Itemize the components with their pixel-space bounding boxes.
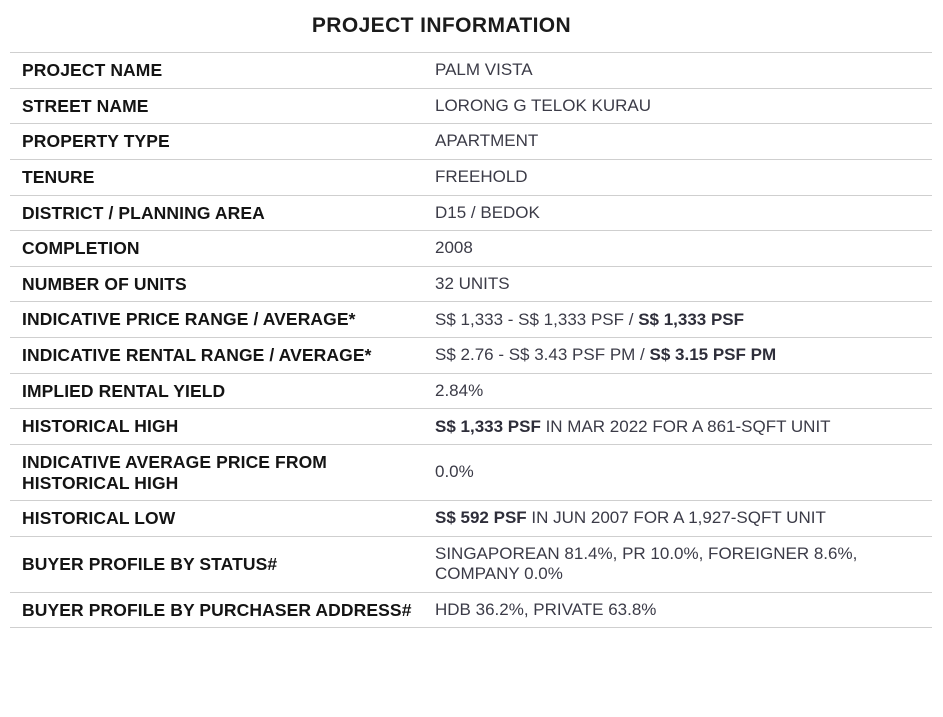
value-text: 2008: [435, 238, 473, 258]
value-text: IN MAR 2022 FOR A 861-SQFT UNIT: [540, 416, 831, 436]
row-label: BUYER PROFILE BY PURCHASER ADDRESS#: [22, 599, 412, 620]
table-row: [10, 302, 932, 338]
table-row: [10, 373, 932, 409]
page-title: PROJECT INFORMATION: [311, 14, 572, 37]
row-value: [433, 409, 932, 445]
row-value: [433, 338, 932, 374]
value-text: 2.84%: [435, 380, 484, 400]
value-text: LORONG G TELOK KURAU: [435, 95, 652, 115]
row-label: PROJECT NAME: [22, 60, 163, 80]
row-value: [433, 501, 932, 537]
row-value: [433, 159, 932, 195]
row-value: [433, 231, 932, 267]
row-value: [433, 53, 932, 89]
table-row: [10, 53, 932, 89]
value-text: PALM VISTA: [435, 60, 533, 80]
value-emphasis: S$ 1,333 PSF: [435, 416, 541, 436]
row-label: HISTORICAL LOW: [22, 508, 176, 529]
value-text: HDB 36.2%, PRIVATE 63.8%: [435, 599, 657, 619]
value-text: S$ 2.76 - S$ 3.43 PSF PM /: [435, 345, 650, 365]
row-value: [433, 536, 932, 592]
row-value: [433, 445, 932, 501]
table-row: [10, 195, 932, 231]
table-row: [10, 266, 932, 302]
table-row: [10, 445, 932, 501]
table-row: [10, 124, 932, 160]
row-label: IMPLIED RENTAL YIELD: [22, 380, 226, 401]
table-row: [10, 409, 932, 445]
value-text: 0.0%: [435, 462, 474, 482]
row-label: BUYER PROFILE BY STATUS#: [22, 554, 278, 575]
table-row: [10, 338, 932, 374]
row-value: [433, 88, 932, 124]
row-value: [433, 195, 932, 231]
table-body: [10, 53, 932, 628]
table-row: [10, 501, 932, 537]
value-text: SINGAPOREAN 81.4%, PR 10.0%, FOREIGNER 8.6%, COMPANY 0.0%: [435, 543, 858, 584]
value-text: FREEHOLD: [435, 167, 528, 187]
row-value: [433, 302, 932, 338]
row-value: [433, 592, 932, 628]
row-value: [433, 124, 932, 160]
table-row: [10, 231, 932, 267]
table-row: [10, 88, 932, 124]
row-label: INDICATIVE AVERAGE PRICE FROM HISTORICAL HIGH: [22, 452, 327, 493]
row-label: NUMBER OF UNITS: [22, 273, 187, 294]
row-label: STREET NAME: [22, 95, 149, 116]
value-text: S$ 1,333 - S$ 1,333 PSF /: [435, 309, 639, 329]
value-text: APARTMENT: [435, 131, 539, 151]
row-label: PROPERTY TYPE: [22, 131, 170, 152]
row-label: DISTRICT / PLANNING AREA: [22, 202, 265, 223]
value-text: 32 UNITS: [435, 273, 510, 293]
project-information-table: [10, 52, 932, 628]
row-label: HISTORICAL HIGH: [22, 416, 179, 437]
table-row: [10, 159, 932, 195]
value-emphasis: S$ 3.15 PSF PM: [649, 345, 777, 365]
value-emphasis: S$ 592 PSF: [435, 508, 527, 528]
value-text: IN JUN 2007 FOR A 1,927-SQFT UNIT: [526, 508, 826, 528]
table-row: [10, 592, 932, 628]
row-value: [433, 373, 932, 409]
row-label: INDICATIVE PRICE RANGE / AVERAGE*: [22, 309, 356, 330]
row-label: INDICATIVE RENTAL RANGE / AVERAGE*: [22, 345, 372, 366]
row-label: TENURE: [22, 166, 95, 187]
value-emphasis: S$ 1,333 PSF: [638, 309, 745, 329]
table-row: [10, 536, 932, 592]
row-label: COMPLETION: [22, 238, 140, 259]
row-value: [433, 266, 932, 302]
value-text: D15 / BEDOK: [435, 202, 540, 222]
